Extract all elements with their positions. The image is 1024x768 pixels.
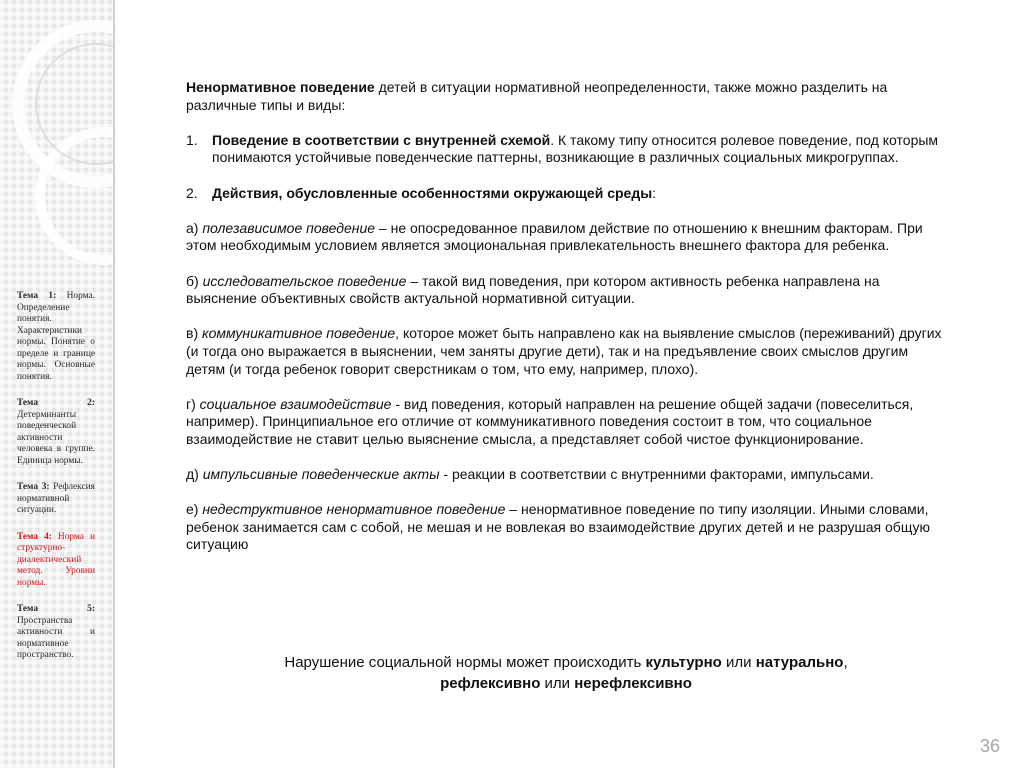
intro-bold: Ненормативное поведение bbox=[186, 79, 375, 95]
subitem-d bbox=[186, 466, 946, 484]
subitem-v bbox=[186, 325, 946, 378]
nav-topic-1-head: Тема 1: bbox=[17, 291, 57, 301]
nav-topic-4[interactable] bbox=[17, 532, 95, 590]
subitem-e bbox=[186, 501, 946, 554]
nav-topic-2[interactable] bbox=[17, 398, 95, 467]
list-item-1-number: 1. bbox=[186, 131, 198, 148]
conclusion-bold-2: натурально bbox=[755, 654, 844, 671]
subitem-b bbox=[186, 273, 946, 308]
list-item-2-number: 2. bbox=[186, 184, 198, 201]
nav-topic-3[interactable] bbox=[17, 482, 95, 517]
nav-topic-1[interactable] bbox=[17, 291, 95, 383]
nav-topic-1-text: Норма. Определение понятия. Характеристики нормы. Понятие о пределе и границе нормы. Основные понятия. bbox=[17, 291, 95, 382]
nav-topic-4-head: Тема 4: bbox=[17, 531, 52, 542]
subitem-d-text: - реакции в соответствии с внутренними факторами, импульсами. bbox=[439, 466, 874, 483]
nav-topic-4-text: Норма и структурно-диалектический метод. Уровни нормы. bbox=[17, 531, 95, 588]
subitem-a bbox=[186, 220, 946, 255]
subitem-e-text: – ненормативное поведение по типу изоляции. Иными словами, ребенок занимается сам с собой, не мешая и не вовлекая во взаимодействие других детей и не разрушая общую ситуацию bbox=[186, 501, 930, 553]
subitem-d-term: импульсивные поведенческие акты bbox=[202, 466, 440, 483]
list-item-1-body bbox=[212, 132, 946, 167]
list-item-2 bbox=[186, 185, 946, 203]
slide-content bbox=[186, 79, 946, 692]
list-item-2-body bbox=[212, 185, 946, 203]
list-item-1-bold: Поведение в соответствии с внутренней схемой bbox=[212, 131, 551, 148]
list-item-2-text: : bbox=[652, 184, 657, 201]
intro-text: детей в ситуации нормативной неопределенности, также можно разделить на различные типы и виды: bbox=[186, 79, 888, 113]
subitem-a-prefix: а) bbox=[186, 219, 203, 236]
subitem-e-prefix: е) bbox=[186, 501, 203, 518]
decorative-circles bbox=[0, 0, 113, 300]
subitem-d-prefix: д) bbox=[186, 466, 203, 483]
nav-topic-5[interactable] bbox=[17, 604, 95, 662]
subitem-b-prefix: б) bbox=[186, 272, 203, 289]
page-number: 36 bbox=[979, 736, 1000, 756]
subitem-v-prefix: в) bbox=[186, 325, 202, 342]
conclusion bbox=[186, 652, 946, 694]
topic-nav bbox=[17, 291, 95, 677]
list-item-1 bbox=[186, 132, 946, 167]
nav-topic-5-text: Пространства активности и нормативное пространство. bbox=[17, 615, 95, 660]
nav-topic-2-text: Детерминанты поведенческой активности человека в группе. Единица нормы. bbox=[17, 409, 95, 466]
conclusion-text-2: или bbox=[721, 654, 756, 671]
subitem-g-prefix: г) bbox=[186, 395, 200, 412]
subitem-g bbox=[186, 396, 946, 449]
intro-paragraph bbox=[186, 79, 946, 114]
list-item-1-text: . К такому типу относится ролевое поведение, под которым понимаются устойчивые поведенческие паттерны, возникающие в различных социальных микрогруппах. bbox=[212, 131, 939, 166]
subitem-b-text: – такой вид поведения, при котором активность ребенка направлена на выяснение объективных свойств актуальной нормативной ситуации. bbox=[186, 272, 880, 307]
conclusion-text-1: Нарушение социальной нормы может происходить bbox=[284, 654, 646, 671]
nav-topic-3-head: Тема 3: bbox=[17, 482, 50, 492]
subitem-v-text: , которое может быть направлено как на выявление смыслов (переживаний) других (и тогда оно выражается в выяснении, чем заняты другие дети), так и на предъявление своих смыслов другим детям (и тогда ребенок говорит сверстникам о том, что ему, например, плохо). bbox=[186, 325, 942, 377]
conclusion-bold-1: культурно bbox=[645, 654, 722, 671]
nav-topic-3-text: Рефлексия нормативной ситуации. bbox=[17, 482, 95, 515]
subitem-b-term: исследовательское поведение bbox=[202, 272, 407, 289]
sidebar-divider bbox=[113, 0, 115, 768]
subitem-g-text: - вид поведения, который направлен на решение общей задачи (повеселиться, например). Принципиальное его отличие от коммуникативного поведения состоит в том, что социальное взаимодействие не ставит целью выяснение смысла, а представляет собой чистое функционирование. bbox=[186, 395, 914, 447]
subitem-e-term: недеструктивное ненормативное поведение bbox=[202, 501, 506, 518]
nav-topic-5-head: Тема 5: bbox=[17, 604, 95, 614]
subitem-a-term: полезависимое поведение bbox=[202, 219, 376, 236]
nav-topic-2-head: Тема 2: bbox=[17, 398, 95, 408]
subitem-v-term: коммуникативное поведение bbox=[202, 325, 396, 342]
conclusion-bold-3: рефлексивно bbox=[440, 675, 541, 692]
subitem-a-text: – не опосредованное правилом действие по отношению к внешним факторам. При этом необходимым условием является эмоциональная привлекательность внешнего фактора для ребенка. bbox=[186, 219, 923, 254]
conclusion-bold-4: нерефлексивно bbox=[574, 675, 692, 692]
conclusion-text-3: , bbox=[843, 654, 848, 671]
sidebar bbox=[0, 0, 113, 768]
conclusion-text-4: или bbox=[540, 675, 575, 692]
list-item-2-bold: Действия, обусловленные особенностями окружающей среды bbox=[212, 184, 653, 201]
subitem-g-term: социальное взаимодействие bbox=[199, 395, 392, 412]
